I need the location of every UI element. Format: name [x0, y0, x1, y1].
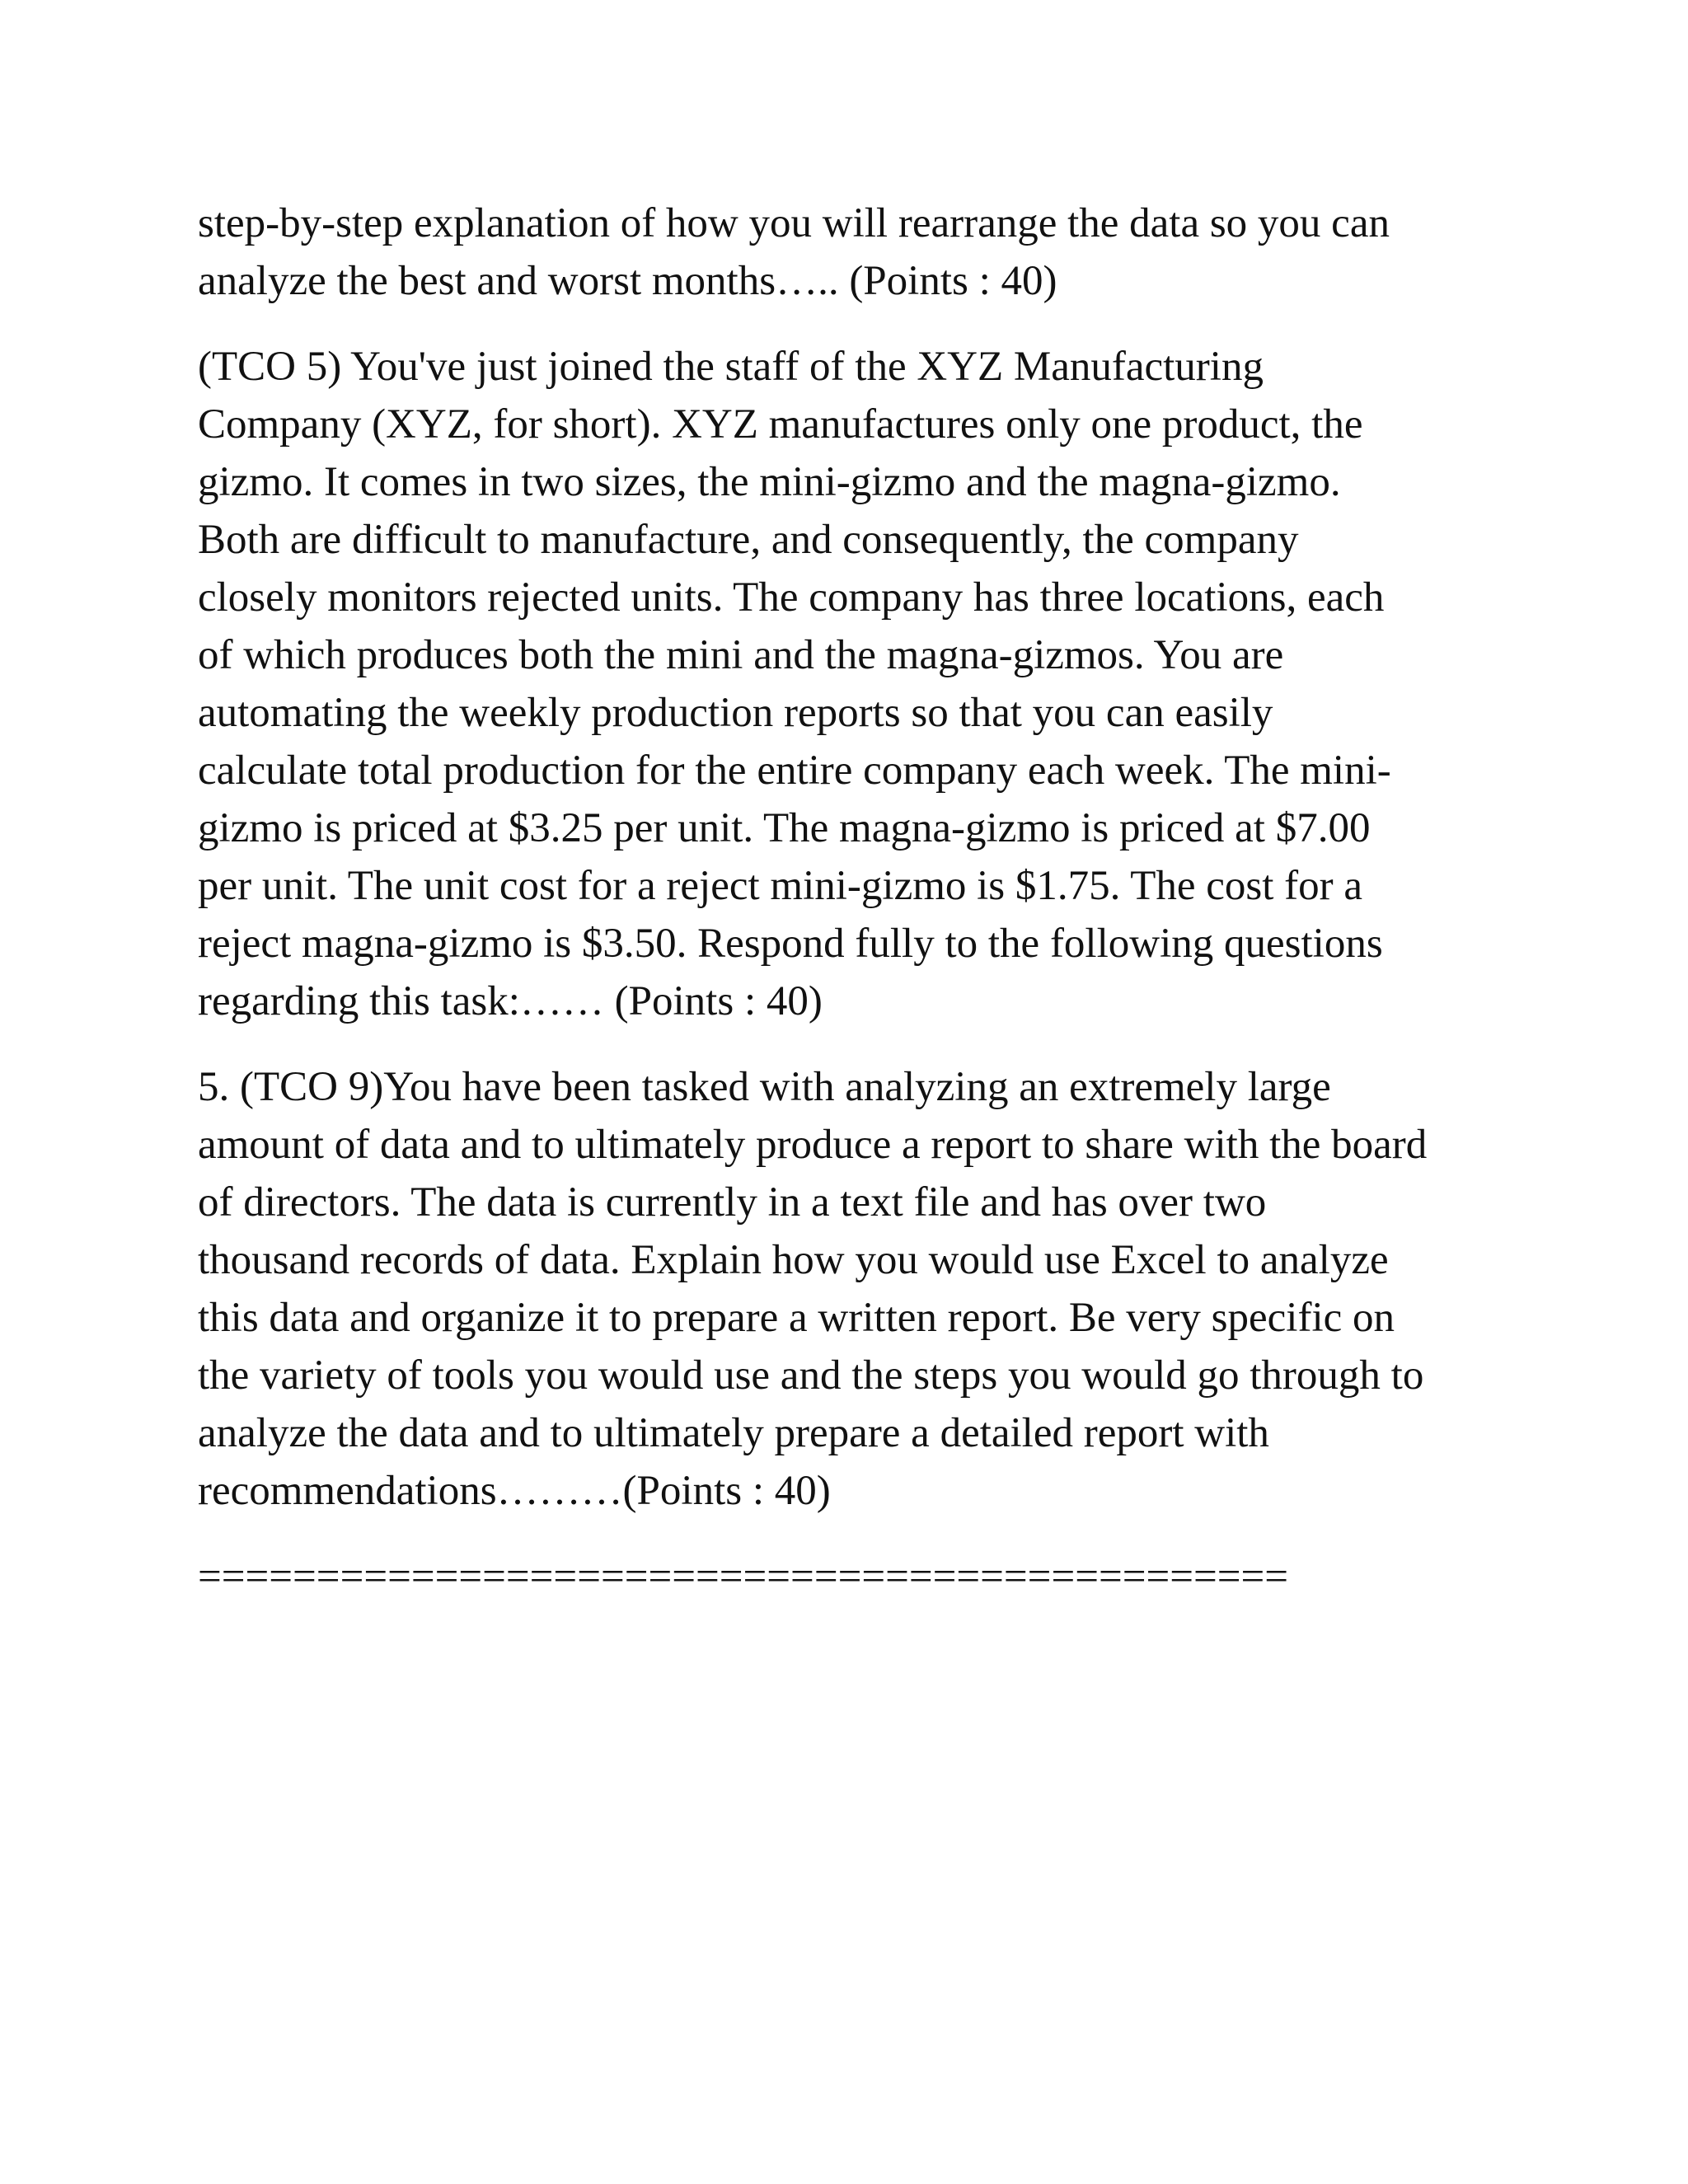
- document-body: [198, 194, 1550, 1605]
- separator-line: ==============================================: [198, 1554, 1289, 1600]
- paragraph-intro-continuation: step-by-step explanation of how you will rearrange the data so you can analyze the best and worst months….. (Points : 40): [198, 200, 1390, 304]
- paragraph-tco5-question: (TCO 5) You've just joined the staff of the XYZ Manufacturing Company (XYZ, for short). XYZ manufactures only one product, the gizmo. It comes in two sizes, the mini-gizmo and the magna-gizmo. Both are difficult to manufacture, and consequently, the company closely monitors rejected units. The company has three locations, each of which produces both the mini and the magna-gizmos. You are automating the weekly production reports so that you can easily calculate total production for the entire company each week. The mini- gizmo is priced at $3.25 per unit. The magna-gizmo is priced at $7.00 per unit. The unit cost for a reject mini-gizmo is $1.75. The cost for a reject magna-gizmo is $3.50. Respond fully to the following questions regarding this task:…… (Points : 40): [198, 344, 1391, 1024]
- paragraph-tco9-question: 5. (TCO 9)You have been tasked with analyzing an extremely large amount of data and to ultimately produce a report to share with the board of directors. The data is currently in a text file and has over two thousand records of data. Explain how you would use Excel to analyze this data and organize it to prepare a written report. Be very specific on the variety of tools you would use and the steps you would go through to analyze the data and to ultimately prepare a detailed report with recommendations………(Points : 40): [198, 1064, 1428, 1514]
